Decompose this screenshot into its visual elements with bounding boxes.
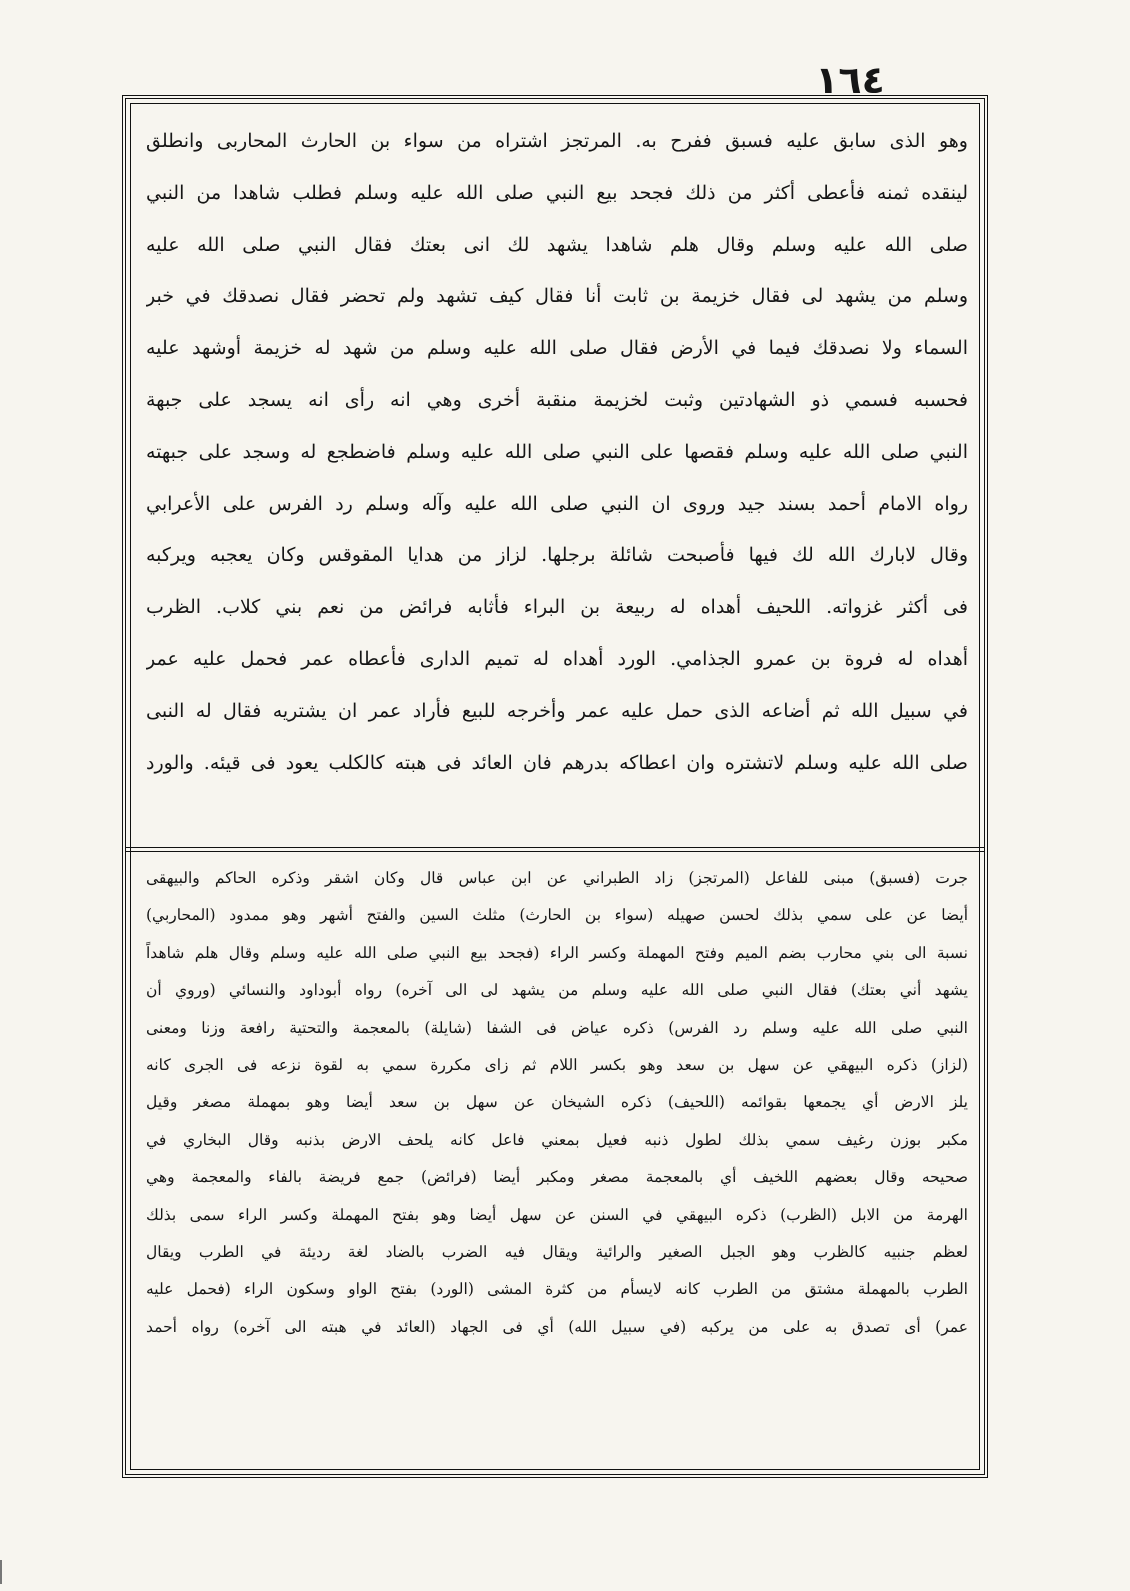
main-text-line: فحسبه فسمي ذو الشهادتين وثبت لخزيمة منقبة أخرى وهي انه رأى انه يسجد على جبهة: [146, 388, 968, 411]
main-text-line: فى أكثر غزواته. اللحيف أهداه له ربيعة بن البراء فأثابه فرائض من نعم بني كلاب. الظرب: [146, 596, 968, 619]
commentary-line: أيضا عن على سمي بذلك لحسن صهيله (سواء بن الحارث) مثلث السين والفتح أشهر وهو ممدود (المحاربي): [146, 906, 968, 925]
commentary-line: النبي صلى الله عليه وسلم رد الفرس) ذكره عياض فى الشفا (شايلة) بالمعجمة والتحتية رافعة وزنا ومعنى: [146, 1018, 968, 1037]
commentary-block: [146, 860, 968, 1346]
main-text-line: السماء ولا نصدقك فيما في الأرض فقال صلى الله عليه وسلم من شهد له خزيمة أوشهد عليه: [146, 337, 968, 360]
main-text-line: في سبيل الله ثم أضاعه الذى حمل عليه عمر وأخرجه للبيع فأراد عمر ان يشتريه فقال له النبى: [146, 699, 968, 722]
main-text-line: أهداه له فروة بن عمرو الجذامي. الورد أهداه له تميم الدارى فأعطاه عمر فحمل عليه عمر: [146, 647, 968, 670]
commentary-line: لعظم جنبيه كالظرب وهو الجبل الصغير والرائية ويقال فيه الضرب بالضاد لغة رديئة في الطرب ويقال: [146, 1242, 968, 1261]
section-divider: [126, 847, 984, 852]
main-text-line: وقال لابارك الله لك فيها فأصبحت شائلة برجلها. لزاز من هدايا المقوقس وكان يعجبه ويركبه: [146, 544, 968, 567]
commentary-line: صحيحه وقال بعضهم اللخيف أي بالمعجمة مصغر ومكبر أيضا (فرائض) جمع فريضة بالفاء والمعجمة وهي: [146, 1168, 968, 1187]
main-text-block: [146, 116, 968, 789]
main-text-line: صلى الله عليه وسلم وقال هلم شاهدا يشهد لك انى بعتك فقال النبي صلى الله عليه: [146, 233, 968, 256]
main-text-line: وهو الذى سابق عليه فسبق ففرح به. المرتجز اشتراه من سواء بن الحارث المحاربى وانطلق: [146, 130, 968, 152]
commentary-line: مكبر بوزن رغيف سمي بذلك لطول ذنبه فعيل بمعني فاعل كانه يلحف الارض بذنبه وقال البخاري في: [146, 1130, 968, 1149]
commentary-line: جرت (فسبق) مبنى للفاعل (المرتجز) زاد الطبراني عن ابن عباس قال وكان اشقر وذكره الحاكم والبيهقى: [146, 869, 968, 887]
main-text-line: رواه الامام أحمد بسند جيد وروى ان النبي صلى الله عليه وآله وسلم رد الفرس على الأعرابي: [146, 492, 968, 515]
commentary-line: الطرب بالمهملة مشتق من الطرب كانه لايسأم من كثرة المشى (الورد) بفتح الواو وسكون الراء (فحمل عليه: [146, 1280, 968, 1299]
main-text-line: النبي صلى الله عليه وسلم فقصها على النبي صلى الله عليه وسلم فاضطجع له وسجد على جبهته: [146, 440, 968, 463]
commentary-line: عمر) أى تصدق به على من يركبه (في سبيل الله) أي فى الجهاد (العائد في هبته الى آخره) رواه أحمد: [146, 1317, 968, 1336]
commentary-line: (لزاز) ذكره البيهقي عن سهل بن سعد وهو بكسر اللام ثم زاى مكررة سمي به لقوة نزعه فى الجرى كانه: [146, 1055, 968, 1074]
main-text-line: وسلم من يشهد لى فقال خزيمة بن ثابت أنا فقال كيف تشهد ولم تحضر فقال نصدقك في خبر: [146, 285, 968, 308]
commentary-line: نسبة الى بني محارب بضم الميم وفتح المهملة وكسر الراء (فجحد بيع النبي صلى الله عليه وسلم وقال هلم شاهداً: [146, 943, 968, 962]
commentary-line: الهرمة من الابل (الظرب) ذكره البيهقي في السنن عن سهل أيضا وهو بفتح المهملة وكسر الراء سمى بذلك: [146, 1205, 968, 1224]
scan-edge-mark: [0, 1560, 8, 1584]
page-number: ١٦٤: [815, 58, 885, 102]
commentary-line: يشهد أني بعتك) فقال النبي صلى الله عليه وسلم من يشهد لى الى آخره) رواه أبوداود والنسائي (وروي أن: [146, 981, 968, 1000]
main-text-line: لينقده ثمنه فأعطى أكثر من ذلك فجحد بيع النبي صلى الله عليه وسلم فطلب شاهدا من النبي: [146, 181, 968, 204]
commentary-line: يلز الارض أي يجمعها بقوائمه (اللحيف) ذكره الشيخان عن سهل بن سعد أيضا وهو بمهملة مصغر وقيل: [146, 1093, 968, 1112]
main-text-line: صلى الله عليه وسلم لاتشتره وان اعطاكه بدرهم فان العائد فى هبته كالكلب يعود فى قيئه. والورد: [146, 751, 968, 774]
